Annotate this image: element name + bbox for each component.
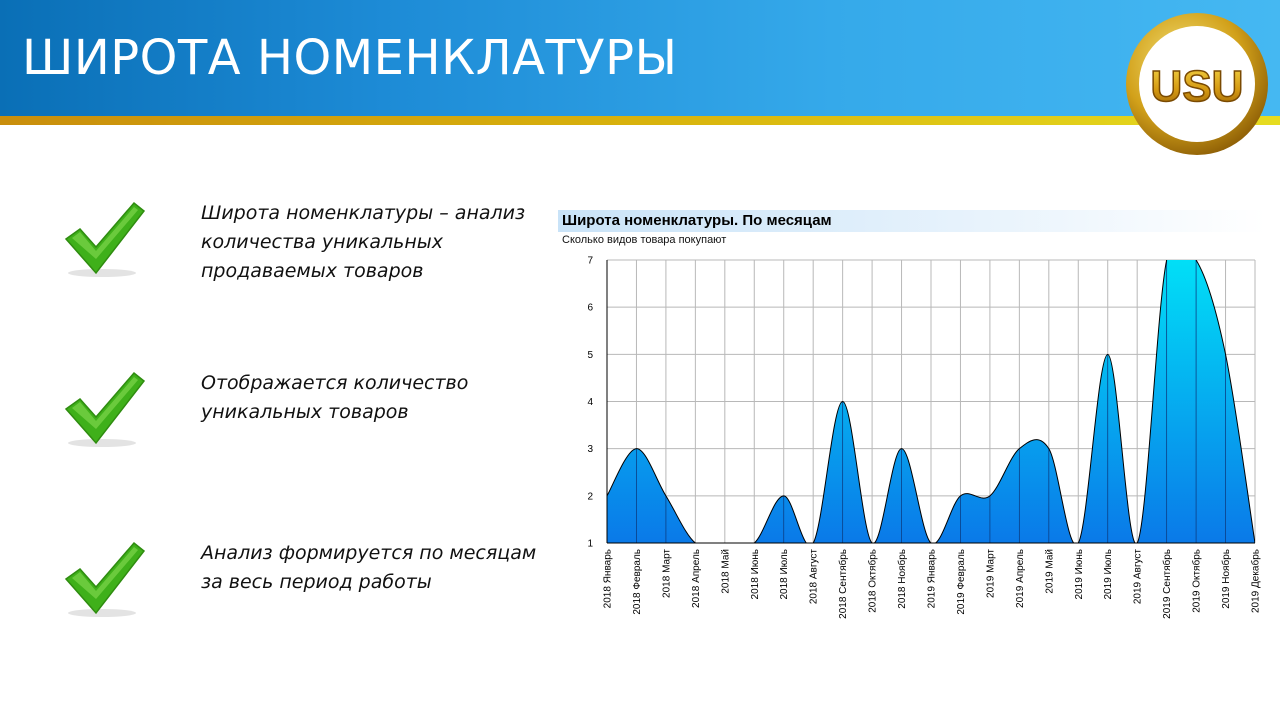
bullet-item (60, 199, 526, 299)
x-tick-label: 2019 Март (985, 549, 997, 598)
x-tick-label: 2018 Февраль (631, 549, 643, 615)
chart-title: Широта номенклатуры. По месяцам (562, 212, 832, 229)
x-tick-label: 2018 Май (720, 549, 732, 594)
x-tick-label: 2018 Июль (779, 549, 791, 600)
y-tick-label: 2 (587, 491, 593, 503)
x-tick-label: 2019 Июнь (1073, 549, 1085, 600)
x-tick-label: 2019 Декабрь (1250, 549, 1262, 614)
x-tick-label: 2019 Май (1044, 549, 1056, 594)
header-banner (0, 0, 1280, 116)
checkmark-icon (60, 199, 150, 279)
bullet-text: Широта номенклатуры – анализ количества уникальных продаваемых товаров (201, 202, 526, 282)
x-tick-label: 2019 Август (1132, 549, 1144, 605)
chart-container (558, 210, 1266, 630)
chart-subtitle: Сколько видов товара покупают (562, 234, 727, 246)
logo-text: USU (1150, 62, 1244, 111)
checkmark-icon (60, 539, 150, 619)
x-tick-label: 2019 Октябрь (1191, 549, 1203, 613)
page-title: ШИРОТА НОМЕНКЛАТУРЫ (22, 30, 678, 86)
y-tick-label: 6 (587, 302, 593, 314)
y-tick-label: 1 (587, 538, 593, 550)
x-tick-label: 2019 Сентябрь (1162, 549, 1174, 619)
x-tick-label: 2019 Февраль (955, 549, 967, 615)
y-tick-label: 5 (587, 349, 593, 361)
x-tick-label: 2018 Январь (602, 549, 614, 609)
x-tick-label: 2018 Март (661, 549, 673, 598)
y-tick-label: 4 (587, 397, 593, 408)
bullet-text: Анализ формируется по месяцам за весь период работы (201, 542, 537, 593)
x-tick-label: 2018 Апрель (690, 549, 702, 608)
bullet-item (60, 369, 500, 469)
y-tick-label: 7 (587, 255, 593, 267)
x-tick-label: 2019 Апрель (1014, 549, 1026, 608)
x-tick-label: 2018 Ноябрь (897, 549, 909, 609)
x-tick-label: 2018 Август (808, 549, 820, 605)
chart-plot (558, 210, 1266, 630)
header-gold-stripe (0, 116, 1280, 125)
y-tick-label: 3 (587, 444, 593, 456)
usu-logo (1124, 11, 1270, 157)
checkmark-icon (60, 369, 150, 449)
x-tick-label: 2019 Январь (926, 549, 938, 609)
x-tick-label: 2019 Ноябрь (1221, 549, 1233, 609)
x-tick-label: 2018 Октябрь (867, 549, 879, 613)
bullet-text: Отображается количество уникальных товаров (201, 372, 469, 423)
x-tick-label: 2019 Июль (1103, 549, 1115, 600)
x-tick-label: 2018 Сентябрь (838, 549, 850, 619)
bullet-item (60, 539, 537, 639)
x-tick-label: 2018 Июнь (749, 549, 761, 600)
